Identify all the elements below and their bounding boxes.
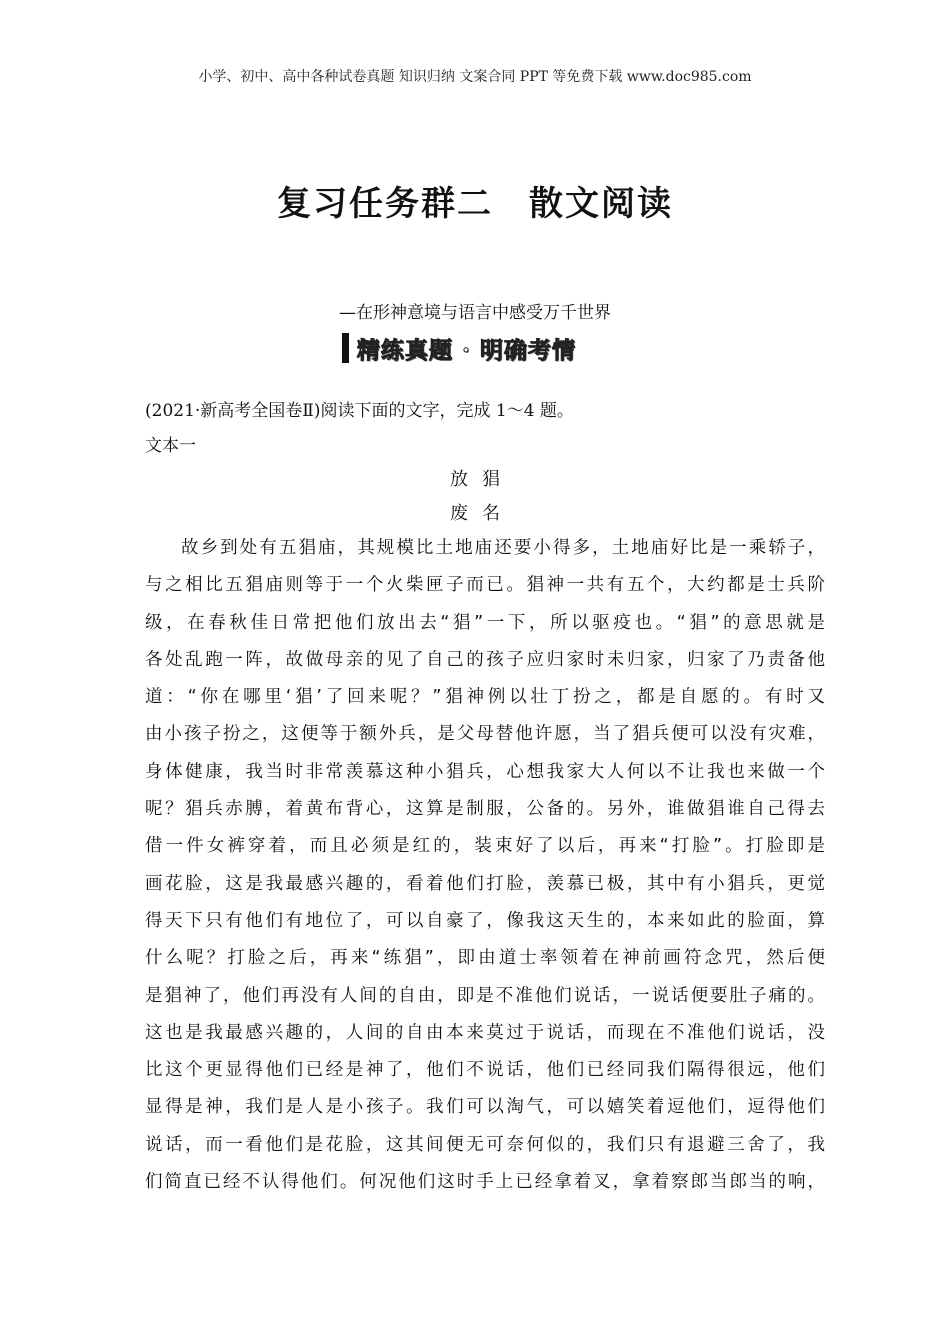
essay-line: 说话，而一看他们是花脸，这其间便无可奈何似的，我们只有退避三舍了，我 <box>145 1134 825 1155</box>
essay-line: 呢？猖兵赤膊，着黄布背心，这算是制服，公备的。另外，谁做猖谁自己得去 <box>145 799 825 820</box>
essay-line: 是猖神了，他们再没有人间的自由，即是不准他们说话，一说话便要肚子痛的。 <box>145 985 825 1006</box>
section-banner <box>342 330 576 366</box>
essay-line: 什么呢？打脸之后，再来“练猖”，即由道士率领着在神前画符念咒，然后便 <box>145 948 825 969</box>
essay-line: 显得是神，我们是人是小孩子。我们可以淘气，可以嬉笑着逗他们，逗得他们 <box>145 1097 825 1118</box>
essay-line: 与之相比五猖庙则等于一个火柴匣子而已。猖神一共有五个，大约都是士兵阶 <box>145 575 825 596</box>
essay-line: 借一件女裤穿着，而且必须是红的，装束好了以后，再来“打脸”。打脸即是 <box>145 836 825 857</box>
essay-line: 得天下只有他们有地位了，可以自豪了，像我这天生的，本来如此的脸面，算 <box>145 910 825 931</box>
page-title: 复习任务群二 散文阅读 <box>277 184 673 224</box>
essay-line: 这也是我最感兴趣的，人间的自由本来莫过于说话，而现在不准他们说话，没 <box>145 1022 825 1043</box>
banner-bar-icon <box>342 333 349 363</box>
banner-text: 精练真题 · 明确考情 <box>357 336 577 364</box>
text-label: 文本一 <box>145 436 196 456</box>
essay-line: 故乡到处有五猖庙，其规模比土地庙还要小得多，土地庙好比是一乘轿子， <box>181 538 825 558</box>
question-intro: (2021·新高考全国卷Ⅱ)阅读下面的文字，完成 1～4 题。 <box>145 401 574 421</box>
page-header-watermark: 小学、初中、高中各种试卷真题 知识归纳 文案合同 PPT 等免费下载 www.doc985.com <box>198 69 752 85</box>
essay-line: 由小孩子扮之，这便等于额外兵，是父母替他许愿，当了猖兵便可以没有灾难， <box>145 724 825 745</box>
essay-line: 级，在春秋佳日常把他们放出去“猖”一下，所以驱疫也。“猖”的意思就是 <box>145 612 825 633</box>
essay-title: 放猖 <box>450 469 514 490</box>
essay-author: 废名 <box>450 503 514 524</box>
essay-line: 画花脸，这是我最感兴趣的，看着他们打脸，羡慕已极，其中有小猖兵，更觉 <box>145 873 825 894</box>
essay-line: 各处乱跑一阵，故做母亲的见了自己的孩子应归家时未归家，归家了乃责备他 <box>145 649 825 670</box>
essay-line: 们简直已经不认得他们。何况他们这时手上已经拿着叉，拿着察郎当郎当的响， <box>145 1172 825 1193</box>
section-subtitle: —在形神意境与语言中感受万千世界 <box>339 303 611 323</box>
essay-line: 身体健康，我当时非常羡慕这种小猖兵，心想我家大人何以不让我也来做一个 <box>145 761 825 782</box>
essay-line: 道：“你在哪里‘猖’了回来呢？”猖神例以壮丁扮之，都是自愿的。有时又 <box>145 687 825 708</box>
essay-body <box>145 530 825 1201</box>
essay-line: 比这个更显得他们已经是神了，他们不说话，他们已经同我们隔得很远，他们 <box>145 1060 825 1081</box>
